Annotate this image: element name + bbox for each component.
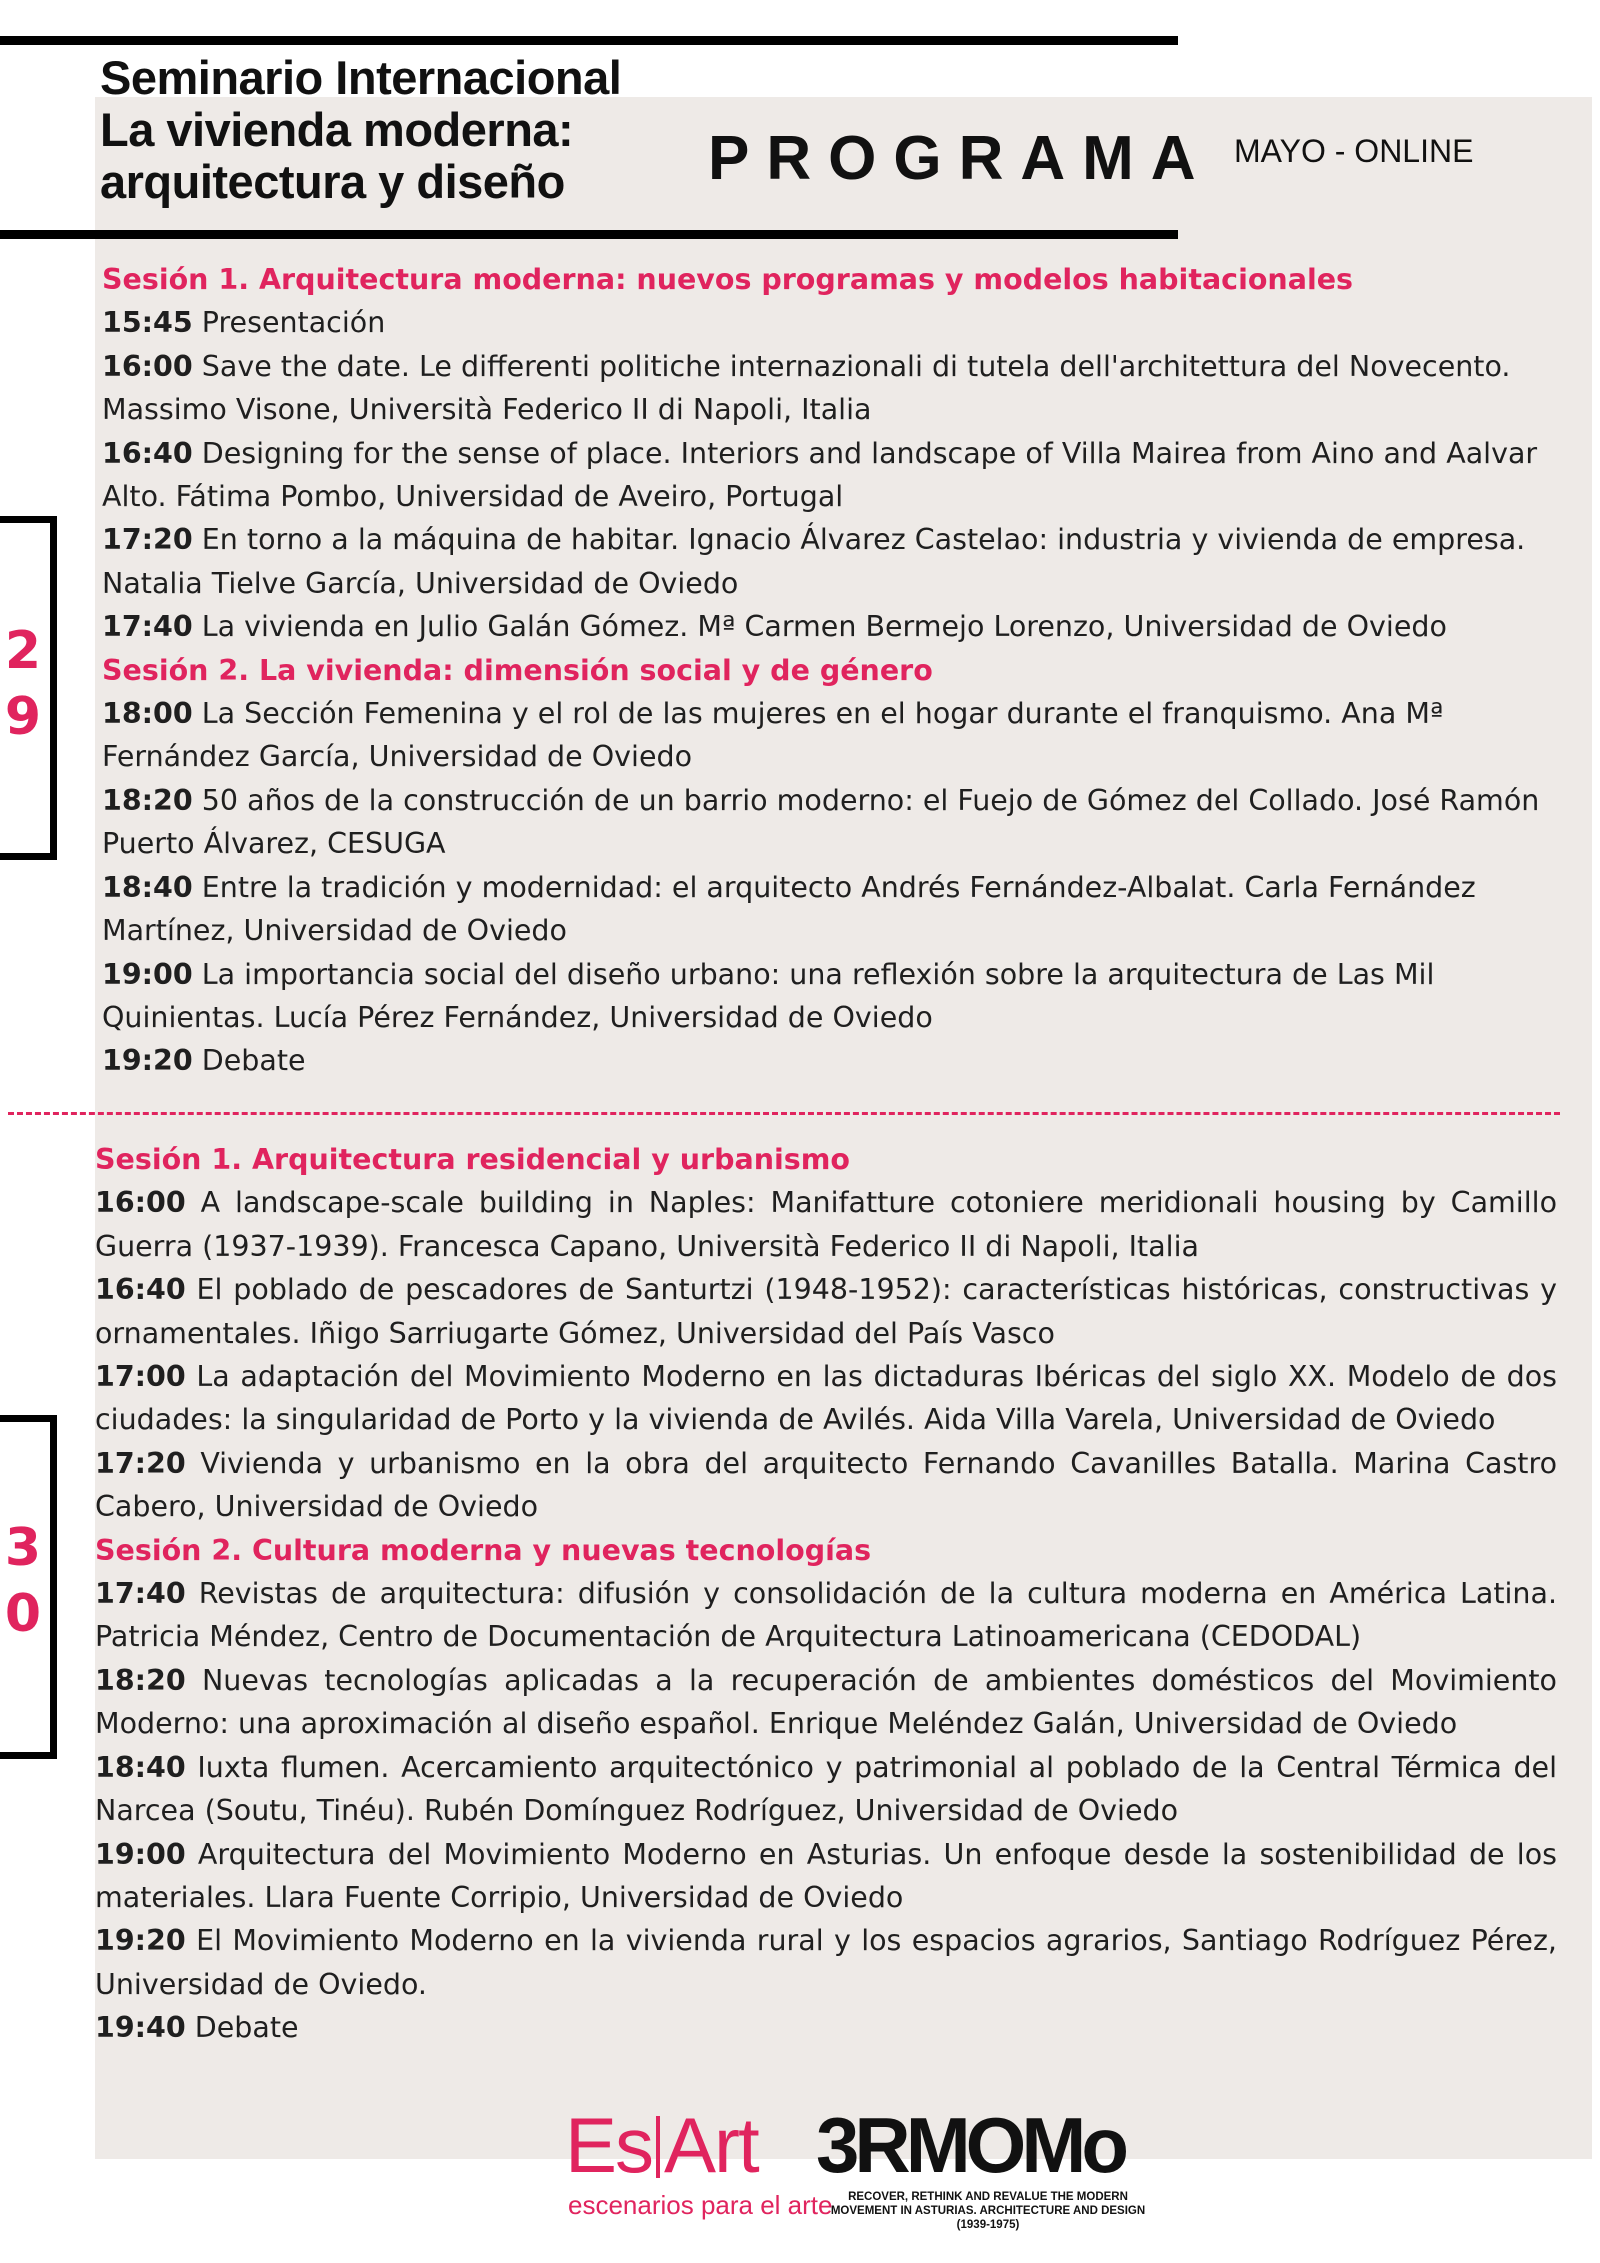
item-text: Revistas de arquitectura: difusión y consolidación de la cultura moderna en América Latina. Patricia Méndez, Centro de Documentación de Arquitectura Latinoamericana (CEDODAL) <box>95 1577 1557 1654</box>
day-30-digit-1: 3 <box>4 1518 42 1578</box>
programa-heading: PROGRAMA <box>708 124 1213 193</box>
esart-logo <box>565 2101 758 2189</box>
item-time: 17:40 <box>95 1577 186 1611</box>
day-30-program <box>95 1138 1557 2050</box>
title-line-3: arquitectura y diseño <box>100 155 565 208</box>
item-text: En torno a la máquina de habitar. Ignacio Álvarez Castelao: industria y vivienda de empresa. Natalia Tielve García, Universidad de Oviedo <box>102 523 1526 600</box>
item-text: Iuxta flumen. Acercamiento arquitectónico y patrimonial al poblado de la Central Térmica del Narcea (Soutu, Tinéu). Rubén Domínguez Rodríguez, Universidad de Oviedo <box>95 1750 1557 1828</box>
item-time: 17:00 <box>95 1360 186 1394</box>
item-text: La importancia social del diseño urbano: una reflexión sobre la arquitectura de Las Mil Quinientas. Lucía Pérez Fernández, Universidad de Oviedo <box>102 957 1435 1034</box>
item-text: Debate <box>201 1044 306 1078</box>
program-item <box>102 432 1552 519</box>
item-time: 19:40 <box>95 2011 186 2045</box>
item-text: Arquitectura del Movimiento Moderno en Asturias. Un enfoque desde la sostenibilidad de los materiales. Llara Fuente Corripio, Universidad de Oviedo <box>95 1837 1557 1914</box>
item-time: 19:00 <box>102 957 193 991</box>
item-text: Nuevas tecnologías aplicadas a la recuperación de ambientes domésticos del Movimiento Moderno: una aproximación al diseño español. Enrique Meléndez Galán, Universidad de Oviedo <box>95 1663 1557 1741</box>
item-time: 18:20 <box>102 783 193 817</box>
bottom-rule <box>0 230 1178 239</box>
session-title: Sesión 1. Arquitectura moderna: nuevos programas y modelos habitacionales <box>102 263 1354 296</box>
item-text: Designing for the sense of place. Interiors and landscape of Villa Mairea from Aino and Aalvar Alto. Fátima Pombo, Universidad de Aveiro, Portugal <box>102 436 1538 514</box>
day-29-digit-2: 9 <box>4 687 42 747</box>
program-item <box>102 866 1552 953</box>
program-item <box>102 779 1552 866</box>
program-item <box>102 345 1552 432</box>
program-item <box>95 2006 1557 2049</box>
day-30-number <box>0 1515 48 1647</box>
esart-tagline: escenarios para el arte <box>568 2190 833 2220</box>
item-time: 18:00 <box>102 697 193 731</box>
item-text: La Sección Femenina y el rol de las mujeres en el hogar durante el franquismo. Ana Mª Fernández García, Universidad de Oviedo <box>102 697 1444 774</box>
esart-logo-es: Es <box>565 2101 653 2189</box>
item-text: Save the date. Le differenti politiche internazionali di tutela dell'architettura del Novecento. Massimo Visone, Università Federico II di Napoli, Italia <box>102 349 1511 427</box>
item-text: 50 años de la construcción de un barrio moderno: el Fuejo de Gómez del Collado. José Ramón Puerto Álvarez, CESUGA <box>102 783 1540 861</box>
program-item <box>102 1039 1552 1082</box>
program-item <box>95 1268 1557 1355</box>
page-title <box>100 52 740 208</box>
program-item <box>95 1833 1557 1920</box>
day-30-digit-2: 0 <box>4 1584 42 1644</box>
item-text: Entre la tradición y modernidad: el arquitecto Andrés Fernández-Albalat. Carla Fernández Martínez, Universidad de Oviedo <box>102 870 1476 948</box>
item-text: Vivienda y urbanismo en la obra del arquitecto Fernando Cavanilles Batalla. Marina Castro Cabero, Universidad de Oviedo <box>95 1446 1558 1524</box>
item-text: Debate <box>194 2011 299 2045</box>
item-time: 17:20 <box>95 1446 186 1480</box>
3rmomo-tagline: RECOVER, RETHINK AND REVALUE THE MODERN MOVEMENT IN ASTURIAS. ARCHITECTURE AND DESIGN (1939-1975) <box>830 2191 1146 2231</box>
program-item <box>95 1442 1557 1529</box>
3rmomo-logo: 3RMOMo <box>816 2101 1124 2189</box>
day-separator <box>8 1112 1560 1115</box>
program-item <box>95 1355 1557 1442</box>
item-time: 18:40 <box>95 1750 186 1784</box>
item-time: 15:45 <box>102 306 193 340</box>
item-time: 16:40 <box>95 1273 186 1307</box>
item-text: La vivienda en Julio Galán Gómez. Mª Carmen Bermejo Lorenzo, Universidad de Oviedo <box>201 610 1447 644</box>
item-time: 18:20 <box>95 1663 186 1697</box>
esart-logo-separator <box>656 2116 660 2178</box>
item-time: 16:00 <box>95 1186 186 1220</box>
day-29-program <box>102 258 1552 1083</box>
date-mode-label: MAYO - ONLINE <box>1234 133 1474 169</box>
item-text: El Movimiento Moderno en la vivienda rural y los espacios agrarios, Santiago Rodríguez Pérez, Universidad de Oviedo. <box>95 1924 1557 2001</box>
program-item <box>102 605 1552 648</box>
item-time: 18:40 <box>102 870 193 904</box>
day-29-digit-1: 2 <box>4 621 42 681</box>
program-item <box>95 1572 1557 1659</box>
item-time: 19:20 <box>102 1044 193 1078</box>
item-time: 19:00 <box>95 1837 186 1871</box>
program-item <box>95 1181 1557 1268</box>
session-title: Sesión 2. Cultura moderna y nuevas tecnologías <box>95 1533 872 1567</box>
item-text: Presentación <box>201 306 386 340</box>
item-text: La adaptación del Movimiento Moderno en las dictaduras Ibéricas del siglo XX. Modelo de dos ciudades: la singularidad de Porto y la vivienda de Avilés. Aida Villa Varela, Universidad de Oviedo <box>95 1360 1557 1437</box>
session-title: Sesión 1. Arquitectura residencial y urbanismo <box>95 1143 850 1176</box>
program-item <box>95 1919 1557 2006</box>
item-time: 19:20 <box>95 1924 186 1958</box>
title-line-2: La vivienda moderna: <box>100 103 574 156</box>
title-line-1: Seminario Internacional <box>100 51 622 104</box>
session-title: Sesión 2. La vivienda: dimensión social y de género <box>102 653 933 687</box>
item-text: El poblado de pescadores de Santurtzi (1948-1952): características históricas, constructivas y ornamentales. Iñigo Sarriugarte Gómez, Universidad del País Vasco <box>95 1273 1557 1350</box>
top-rule <box>0 36 1178 45</box>
esart-logo-art: Art <box>664 2101 758 2189</box>
day-29-number <box>0 618 48 750</box>
item-time: 16:40 <box>102 436 193 470</box>
program-item <box>95 1746 1557 1833</box>
program-item <box>102 518 1552 605</box>
program-item <box>102 953 1552 1040</box>
program-item <box>102 301 1552 344</box>
item-time: 16:00 <box>102 349 193 383</box>
program-item <box>102 692 1552 779</box>
program-item <box>95 1659 1557 1746</box>
item-time: 17:20 <box>102 523 193 557</box>
item-time: 17:40 <box>102 610 193 644</box>
item-text: A landscape-scale building in Naples: Manifatture cotoniere meridionali housing by Camillo Guerra (1937-1939). Francesca Capano, Università Federico II di Napoli, Italia <box>95 1186 1557 1263</box>
